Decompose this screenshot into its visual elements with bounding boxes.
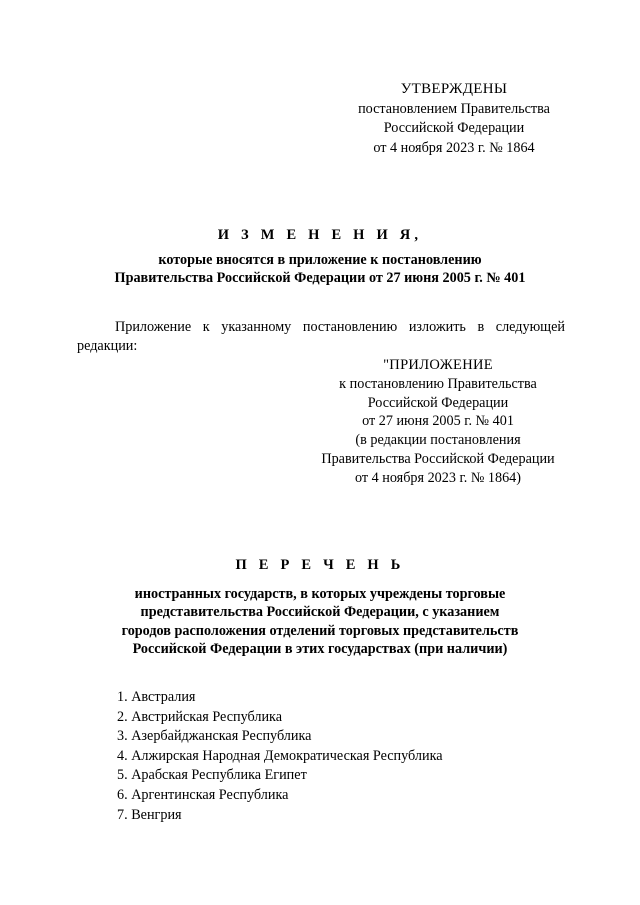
approval-stamp xyxy=(346,80,562,158)
appendix-line: (в редакции постановления xyxy=(355,432,521,449)
changes-heading: И З М Е Н Е Н И Я, xyxy=(217,227,423,243)
list-subtitle-line: городов расположения отделений торговых представительств xyxy=(121,622,519,639)
list-subtitle-line: Российской Федерации в этих государствах (при наличии) xyxy=(132,641,508,657)
list-item: 3. Азербайджанская Республика xyxy=(117,728,312,745)
appendix-line: от 27 июня 2005 г. № 401 xyxy=(362,413,514,430)
appendix-header xyxy=(310,356,566,488)
list-subtitle-line: представительства Российской Федерации, с указанием xyxy=(140,604,500,620)
list-item: 7. Венгрия xyxy=(117,806,182,823)
list-item: 6. Аргентинская Республика xyxy=(117,786,289,803)
approved-line: постановлением Правительства xyxy=(358,100,550,117)
list-subtitle-line: иностранных государств, в которых учреждены торговые xyxy=(134,585,506,602)
list-item: 2. Австрийская Республика xyxy=(117,708,283,725)
appendix-heading: "ПРИЛОЖЕНИЕ xyxy=(383,357,493,373)
appendix-line: Правительства Российской Федерации xyxy=(321,450,555,467)
list-heading: П Е Р Е Ч Е Н Ь xyxy=(235,557,405,573)
list-item: 4. Алжирская Народная Демократическая Республика xyxy=(117,747,443,764)
changes-subtitle-line: Правительства Российской Федерации от 27 июня 2005 г. № 401 xyxy=(114,270,526,286)
list-title xyxy=(60,556,580,659)
list-item: 5. Арабская Республика Египет xyxy=(117,767,307,784)
appendix-line: Российской Федерации xyxy=(367,394,509,411)
appendix-line: от 4 ноября 2023 г. № 1864) xyxy=(354,469,522,486)
approved-line: Российской Федерации xyxy=(383,120,525,136)
list-item: 1. Австралия xyxy=(117,689,196,705)
appendix-line: к постановлению Правительства xyxy=(339,375,537,392)
intro-text: Приложение к указанному постановлению изложить в следующей редакции: xyxy=(77,319,565,354)
country-list xyxy=(117,688,443,825)
changes-title xyxy=(60,226,580,288)
intro-paragraph xyxy=(77,318,565,356)
approved-line: от 4 ноября 2023 г. № 1864 xyxy=(373,139,535,156)
approved-heading: УТВЕРЖДЕНЫ xyxy=(400,81,508,97)
changes-subtitle-line: которые вносятся в приложение к постановлению xyxy=(158,251,482,268)
